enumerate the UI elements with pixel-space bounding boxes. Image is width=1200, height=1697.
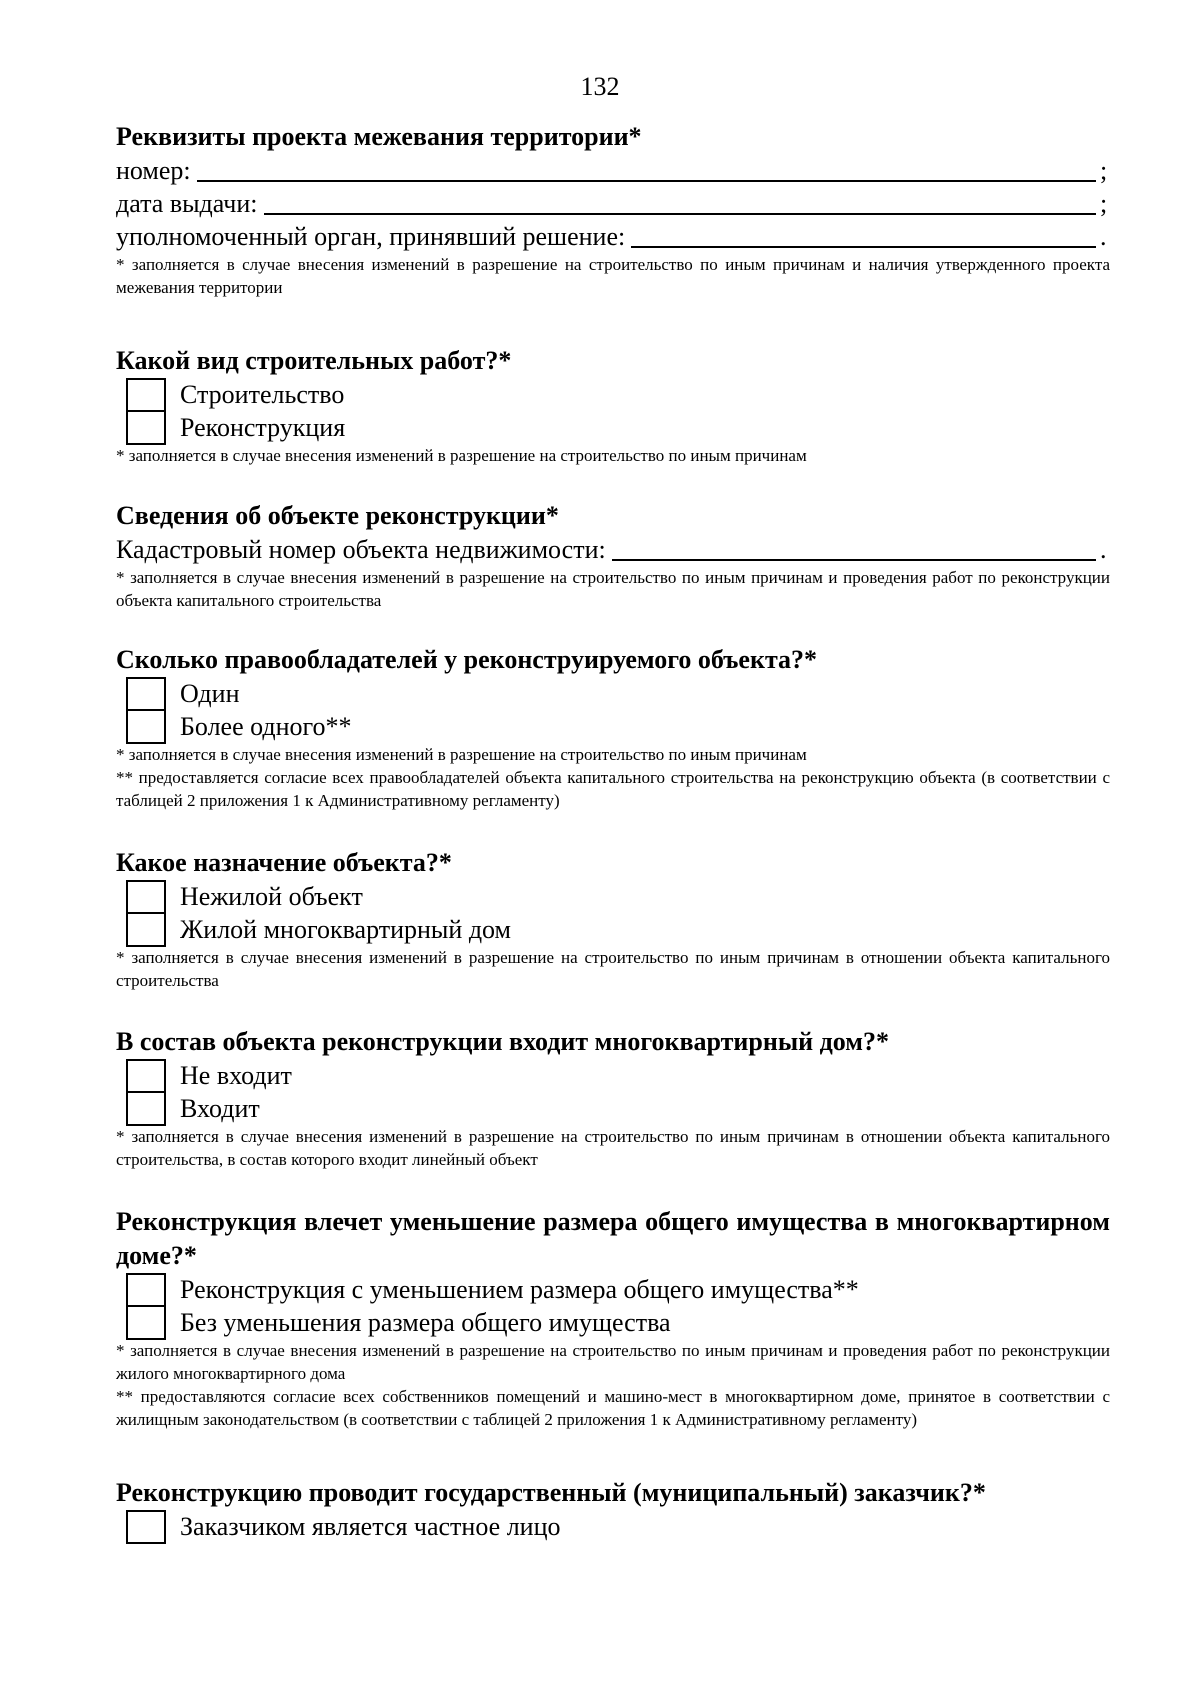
option-more-than-one[interactable] — [116, 710, 1110, 743]
number-field[interactable] — [116, 154, 1110, 187]
field-end: ; — [1100, 156, 1108, 185]
checkbox[interactable] — [126, 677, 166, 711]
footnote: ** предоставляется согласие всех правообладателей объекта капитального строительства на реконструкцию объекта (в соответствии с таблицей 2 приложения 1 к Административному регламенту) — [116, 768, 1110, 810]
option-label: Без уменьшения размера общего имущества — [180, 1308, 671, 1337]
footnote: * заполняется в случае внесения изменений в разрешение на строительство по иным причинам и проведения работ по реконструкции жилого многоквартирного дома — [116, 1341, 1110, 1383]
option-label: Заказчиком является частное лицо — [180, 1512, 561, 1541]
number-input-line[interactable] — [197, 158, 1096, 182]
option-one[interactable] — [116, 677, 1110, 710]
option-apartment-building[interactable] — [116, 913, 1110, 946]
cadastral-number-field[interactable] — [116, 533, 1110, 566]
option-label: Реконструкция — [180, 413, 346, 442]
section-survey-project — [116, 120, 1110, 299]
field-end: ; — [1100, 189, 1108, 218]
section-title: Какое назначение объекта?* — [116, 848, 452, 877]
section-title: Сведения об объекте реконструкции* — [116, 501, 559, 530]
option-non-residential[interactable] — [116, 880, 1110, 913]
section-title: Сколько правообладателей у реконструируемого объекта?* — [116, 645, 818, 674]
authority-input-line[interactable] — [631, 224, 1096, 248]
section-work-type — [116, 344, 1110, 467]
option-label: Нежилой объект — [180, 882, 363, 911]
option-private-customer[interactable] — [116, 1510, 1110, 1543]
checkbox[interactable] — [126, 913, 166, 947]
footnote: * заполняется в случае внесения изменений в разрешение на строительство по иным причинам и проведения работ по реконструкции объекта капитального строительства — [116, 568, 1110, 610]
authority-field[interactable] — [116, 220, 1110, 253]
checkbox[interactable] — [126, 710, 166, 744]
checkbox[interactable] — [126, 1273, 166, 1307]
checkbox[interactable] — [126, 880, 166, 914]
cadastral-number-input-line[interactable] — [612, 537, 1096, 561]
field-end: . — [1100, 535, 1107, 564]
footnote: ** предоставляются согласие всех собственников помещений и машино-мест в многоквартирном доме, принятое в соответствии с жилищным законодательством (в соответствии с таблицей 2 приложения 1 к Административному регламенту) — [116, 1387, 1110, 1429]
issue-date-input-line[interactable] — [264, 191, 1096, 215]
footnote: * заполняется в случае внесения изменений в разрешение на строительство по иным причинам — [116, 446, 807, 465]
checkbox[interactable] — [126, 1306, 166, 1340]
footnote: * заполняется в случае внесения изменений в разрешение на строительство по иным причинам в отношении объекта капитального строительства, в состав которого входит линейный объект — [116, 1127, 1110, 1169]
section-rightholders — [116, 643, 1110, 812]
field-label: дата выдачи: — [116, 189, 258, 218]
checkbox[interactable] — [126, 1510, 166, 1544]
section-common-property — [116, 1205, 1110, 1431]
footnote: * заполняется в случае внесения изменений в разрешение на строительство по иным причинам в отношении объекта капитального строительства — [116, 948, 1110, 990]
field-end: . — [1100, 222, 1107, 251]
option-label: Строительство — [180, 380, 345, 409]
section-title: Реквизиты проекта межевания территории* — [116, 122, 642, 151]
option-with-reduction[interactable] — [116, 1273, 1110, 1306]
checkbox[interactable] — [126, 378, 166, 412]
footnote: * заполняется в случае внесения изменений в разрешение на строительство по иным причинам и наличия утвержденного проекта межевания территории — [116, 255, 1110, 297]
issue-date-field[interactable] — [116, 187, 1110, 220]
field-label: уполномоченный орган, принявший решение: — [116, 222, 626, 251]
checkbox[interactable] — [126, 1092, 166, 1126]
section-reconstruction-object — [116, 499, 1110, 612]
option-label: Более одного** — [180, 712, 352, 741]
page-number: 132 — [580, 72, 620, 101]
option-without-reduction[interactable] — [116, 1306, 1110, 1339]
section-title: В состав объекта реконструкции входит многоквартирный дом?* — [116, 1027, 889, 1056]
option-label: Реконструкция с уменьшением размера общего имущества** — [180, 1275, 859, 1304]
option-label: Один — [180, 679, 240, 708]
option-not-included[interactable] — [116, 1059, 1110, 1092]
option-label: Жилой многоквартирный дом — [180, 915, 512, 944]
checkbox[interactable] — [126, 411, 166, 445]
section-title: Какой вид строительных работ?* — [116, 346, 512, 375]
section-title: Реконструкция влечет уменьшение размера общего имущества в многоквартирном доме?* — [116, 1207, 1110, 1270]
section-apartment-included — [116, 1025, 1110, 1171]
option-label: Не входит — [180, 1061, 292, 1090]
section-customer — [116, 1476, 1110, 1543]
option-label: Входит — [180, 1094, 260, 1123]
option-included[interactable] — [116, 1092, 1110, 1125]
checkbox[interactable] — [126, 1059, 166, 1093]
field-label: номер: — [116, 156, 191, 185]
footnote: * заполняется в случае внесения изменений в разрешение на строительство по иным причинам — [116, 745, 807, 764]
option-reconstruction[interactable] — [116, 411, 1110, 444]
option-construction[interactable] — [116, 378, 1110, 411]
section-object-purpose — [116, 846, 1110, 992]
section-title: Реконструкцию проводит государственный (муниципальный) заказчик?* — [116, 1478, 986, 1507]
field-label: Кадастровый номер объекта недвижимости: — [116, 535, 606, 564]
